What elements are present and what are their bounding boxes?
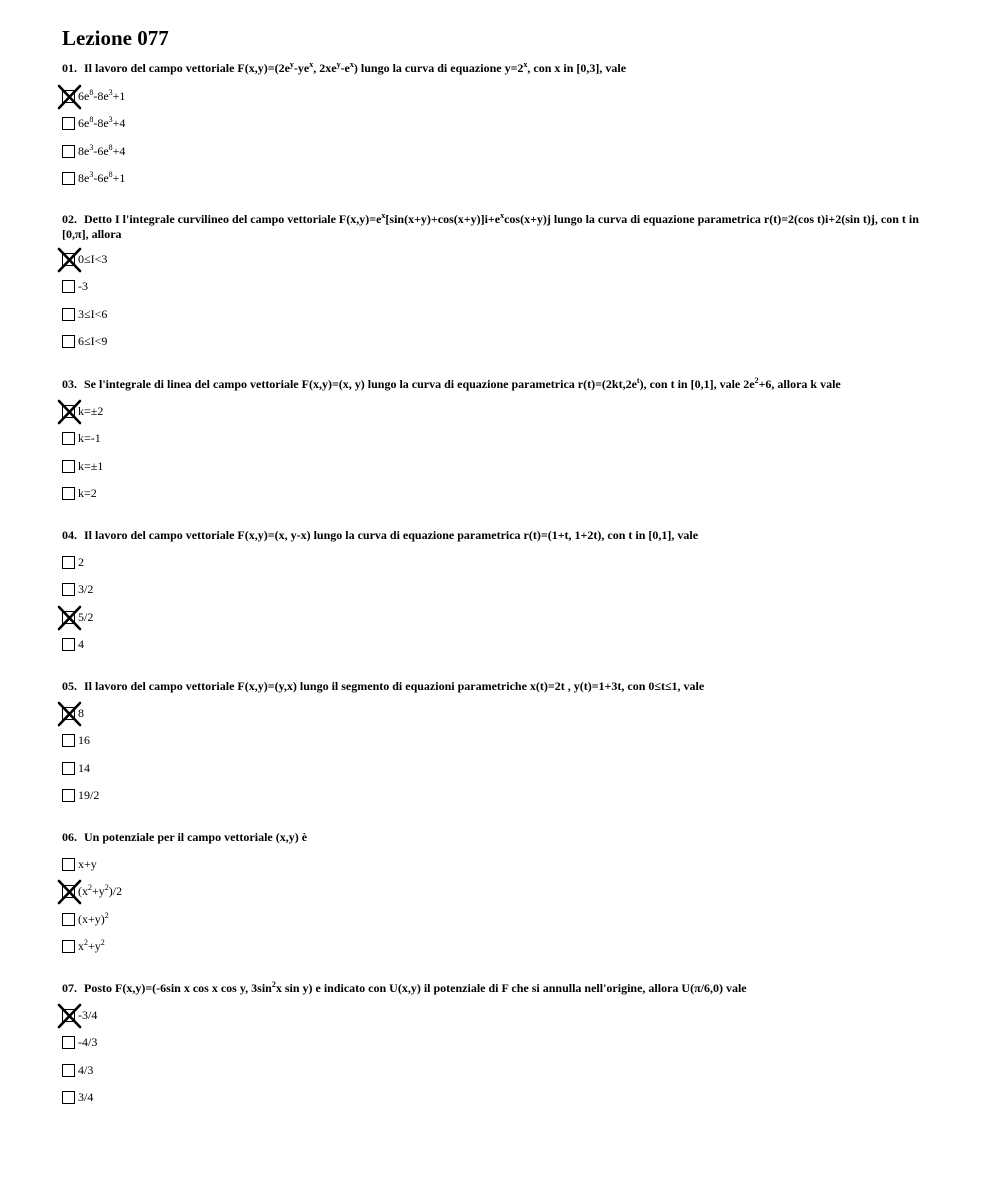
question-text [62, 61, 942, 76]
checked-checkbox[interactable] [62, 253, 75, 266]
answer-option[interactable] [62, 458, 103, 474]
checkbox[interactable] [62, 1091, 75, 1104]
answer-label: $(x^2+y^2)/2$ [78, 883, 123, 898]
cross-mark-icon [58, 880, 81, 904]
answer-label: $6e^8-8e^3+1$ [78, 87, 126, 103]
checkbox[interactable] [62, 734, 75, 747]
answer-option[interactable] [62, 116, 125, 132]
question-body: Il lavoro del campo vettoriale F(x,y)=(x, y-x) lungo la curva di equazione parametrica r(t)=(1+t, 1+2t), con t in [0,1], vale [84, 528, 699, 542]
answer-label: $8e^3-6e^8+4$ [78, 142, 126, 158]
answer-option[interactable] [62, 251, 107, 267]
answer-label: 4/3 [78, 1062, 94, 1077]
answer-label: 16 [78, 733, 90, 747]
answer-option[interactable] [62, 884, 122, 900]
answer-option[interactable] [62, 279, 88, 295]
answer-label: 19/2 [78, 788, 100, 802]
cross-mark-icon [58, 606, 81, 630]
answer-option[interactable] [62, 1035, 97, 1051]
question-3 [62, 376, 942, 500]
answer-option[interactable] [62, 609, 93, 625]
question-1 [62, 60, 942, 185]
answer-label: 5/2 [78, 609, 94, 624]
answer-option[interactable] [62, 705, 84, 721]
checkbox[interactable] [62, 117, 75, 130]
answer-option[interactable] [62, 431, 101, 447]
answer-option[interactable] [62, 939, 105, 955]
checkbox[interactable] [62, 172, 75, 185]
question-text [62, 981, 942, 996]
answer-option[interactable] [62, 306, 107, 322]
answer-label: x+y [78, 856, 97, 871]
answer-label: -4/3 [78, 1035, 98, 1049]
answer-label: k=-1 [78, 431, 101, 445]
question-number: 05. [62, 679, 77, 693]
question-text [62, 679, 942, 694]
answer-option[interactable] [62, 733, 90, 749]
checkbox[interactable] [62, 280, 75, 293]
answer-option[interactable] [62, 911, 109, 927]
checkbox[interactable] [62, 1036, 75, 1049]
checked-checkbox[interactable] [62, 611, 75, 624]
checked-checkbox[interactable] [62, 1009, 75, 1022]
cross-mark-icon [58, 702, 81, 726]
answer-option[interactable] [62, 637, 84, 653]
checkbox[interactable] [62, 940, 75, 953]
answer-label: -3/4 [78, 1007, 98, 1022]
cross-mark-icon [58, 1004, 81, 1028]
checkbox[interactable] [62, 638, 75, 651]
answer-option[interactable] [62, 1062, 93, 1078]
answer-label: k=±1 [78, 458, 104, 473]
answer-option[interactable] [62, 143, 125, 159]
checked-checkbox[interactable] [62, 885, 75, 898]
answer-option[interactable] [62, 403, 103, 419]
answer-label: 2 [78, 554, 84, 569]
page-title: Lezione 077 [62, 26, 169, 50]
answer-label: -3 [78, 279, 88, 293]
question-number: 07. [62, 981, 77, 995]
question-body: Il lavoro del campo vettoriale $F(x,y)=(2e^y-ye^x$, $2xe^y-e^x$) lungo la curva di equazione $y=2^x$, con x in [0,3], vale [84, 60, 627, 75]
checked-checkbox[interactable] [62, 707, 75, 720]
answer-option[interactable] [62, 171, 125, 187]
question-number: 01. [62, 61, 77, 75]
checkbox[interactable] [62, 556, 75, 569]
answer-option[interactable] [62, 486, 97, 502]
checkbox[interactable] [62, 762, 75, 775]
cross-mark-icon [58, 400, 81, 424]
answer-label: 0≤I<3 [78, 251, 108, 266]
question-number: 03. [62, 377, 77, 391]
answer-option[interactable] [62, 856, 97, 872]
question-7 [62, 980, 942, 1104]
answer-option[interactable] [62, 788, 99, 804]
question-text [62, 212, 942, 242]
question-body: Il lavoro del campo vettoriale F(x,y)=(y,x) lungo il segmento di equazioni parametriche x(t)=2t , y(t)=1+3t, con 0≤t≤1, vale [84, 679, 705, 693]
answer-label: k=2 [78, 486, 97, 500]
checkbox[interactable] [62, 145, 75, 158]
question-body: Un potenziale per il campo vettoriale (x,y) è [84, 830, 308, 844]
checkbox[interactable] [62, 583, 75, 596]
answer-option[interactable] [62, 760, 90, 776]
question-5 [62, 679, 942, 802]
checked-checkbox[interactable] [62, 90, 75, 103]
answer-option[interactable] [62, 554, 84, 570]
answer-label: $(x+y)^2$ [78, 910, 109, 926]
answer-option[interactable] [62, 334, 107, 350]
checkbox[interactable] [62, 1064, 75, 1077]
question-number: 04. [62, 528, 77, 542]
answer-option[interactable] [62, 1090, 93, 1106]
answer-label: 3/4 [78, 1090, 94, 1104]
checkbox[interactable] [62, 789, 75, 802]
answer-option[interactable] [62, 88, 125, 104]
checkbox[interactable] [62, 432, 75, 445]
question-number: 02. [62, 212, 77, 226]
question-body: Posto F(x,y)=(-6sin x cos x cos y, $3\sin^2x$ sin y) e indicato con U(x,y) il potenziale di F che si annulla nell'origine, allora U(π/6,0) vale [84, 980, 747, 995]
answer-option[interactable] [62, 1007, 97, 1023]
cross-mark-icon [58, 248, 81, 272]
answer-label: $6e^8-8e^3+4$ [78, 115, 126, 130]
answer-label: $x^2+y^2$ [78, 938, 105, 953]
checkbox[interactable] [62, 308, 75, 321]
answer-label: 3≤I<6 [78, 306, 108, 321]
checkbox[interactable] [62, 913, 75, 926]
answer-label: 3/2 [78, 582, 94, 596]
answer-label: 14 [78, 760, 90, 775]
question-body: Detto I l'integrale curvilineo del campo vettoriale $F(x,y)=e^x[\sin(x+y)+\cos(x+y)]i+e^x\cos(x+y)j$ lungo la curva di equazione parametrica r(t)=2(cos t)i+2(sin t)j, con t in [0,π], allora [62, 211, 919, 241]
answer-option[interactable] [62, 582, 93, 598]
question-text [62, 528, 942, 543]
checkbox[interactable] [62, 460, 75, 473]
question-6 [62, 830, 942, 953]
question-4 [62, 528, 942, 651]
question-text [62, 830, 942, 845]
answer-label: 8 [78, 705, 84, 720]
checkbox[interactable] [62, 487, 75, 500]
answer-label: $8e^3-6e^8+1$ [78, 170, 126, 185]
answer-label: 6≤I<9 [78, 334, 108, 348]
checkbox[interactable] [62, 335, 75, 348]
checkbox[interactable] [62, 858, 75, 871]
answer-label: k=±2 [78, 403, 104, 418]
question-2 [62, 211, 942, 348]
question-text [62, 377, 942, 392]
question-number: 06. [62, 830, 77, 844]
question-body: Se l'integrale di linea del campo vettoriale F(x,y)=(x, y) lungo la curva di equazione parametrica $r(t)=(2kt,2e^t)$, con t in [0,1], vale $2e^2+6$, allora k vale [84, 376, 841, 391]
answer-label: 4 [78, 637, 84, 651]
cross-mark-icon [58, 85, 81, 109]
checked-checkbox[interactable] [62, 405, 75, 418]
